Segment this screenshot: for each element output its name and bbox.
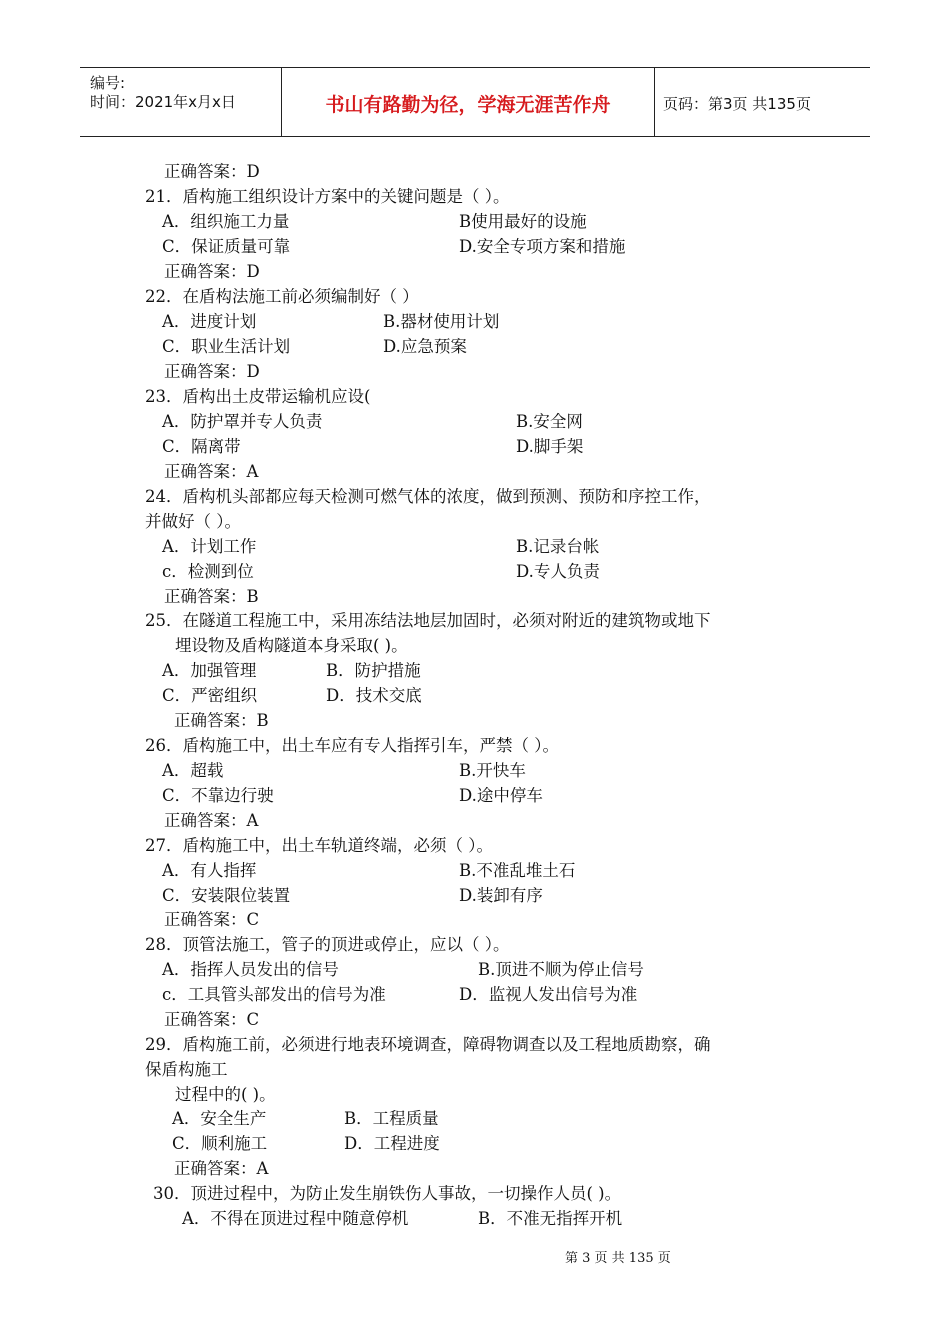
page-info: 页码：第3页 共135页 <box>663 95 811 113</box>
question-30: 30．顶进过程中，为防止发生崩铁伤人事故，一切操作人员( )。 <box>153 1184 622 1203</box>
question-24: 24．盾构机头部都应每天检测可燃气体的浓度，做到预测、预防和序控工作， <box>145 487 711 506</box>
answer-line: 正确答案：A <box>164 462 259 481</box>
answer-line: 正确答案：C <box>164 910 260 929</box>
option-d: D.装卸有序 <box>459 886 543 905</box>
serial-label: 编号: <box>90 74 126 92</box>
option-d: D.安全专项方案和措施 <box>459 237 626 256</box>
question-28: 28．顶管法施工，管子的顶进或停止，应以（ ）。 <box>145 935 510 954</box>
option-a: A．安全生产 <box>172 1109 267 1128</box>
option-c: C．严密组织 <box>162 686 258 705</box>
footer-page-number: 第 3 页 共 135 页 <box>565 1251 671 1266</box>
option-d: D．技术交底 <box>326 686 422 705</box>
option-b: B.不准乱堆土石 <box>459 861 576 880</box>
answer-line: 正确答案：B <box>164 587 259 606</box>
header-meta-cell <box>80 68 282 136</box>
option-c: c．检测到位 <box>162 562 254 581</box>
option-b: B.顶进不顺为停止信号 <box>478 960 644 979</box>
answer-line: 正确答案：A <box>164 811 259 830</box>
answer-line: 正确答案：A <box>174 1159 269 1178</box>
option-d: D．监视人发出信号为准 <box>459 985 638 1004</box>
option-a: A．超载 <box>162 761 224 780</box>
question-27: 27．盾构施工中，出土车轨道终端，必须（ ）。 <box>145 836 493 855</box>
option-c: C．不靠边行驶 <box>162 786 274 805</box>
option-d: D．工程进度 <box>344 1134 440 1153</box>
question-29-cont: 保盾构施工 <box>145 1060 228 1079</box>
option-a: A．加强管理 <box>162 661 257 680</box>
option-c: C．顺利施工 <box>172 1134 268 1153</box>
question-29-cont: 过程中的( )。 <box>175 1085 276 1104</box>
header-page-cell <box>655 68 870 136</box>
question-23: 23．盾构出土皮带运输机应设( <box>145 387 371 406</box>
option-b: B.开快车 <box>459 761 526 780</box>
answer-line: 正确答案：D <box>164 162 260 181</box>
option-a: A．进度计划 <box>162 312 257 331</box>
option-d: D.专人负责 <box>516 562 600 581</box>
question-24-cont: 并做好（ ）。 <box>145 512 241 531</box>
answer-line: 正确答案：D <box>164 362 260 381</box>
option-a: A．指挥人员发出的信号 <box>162 960 339 979</box>
answer-line: 正确答案：D <box>164 262 260 281</box>
motto-text: 书山有路勤为径，学海无涯苦作舟 <box>325 94 611 116</box>
option-b: B．不准无指挥开机 <box>478 1209 623 1228</box>
option-c: C．隔离带 <box>162 437 241 456</box>
date-label: 时间：2021年x月x日 <box>90 93 236 111</box>
option-b: B.器材使用计划 <box>383 312 500 331</box>
option-a: A．防护罩并专人负责 <box>162 412 323 431</box>
option-a: A．不得在顶进过程中随意停机 <box>182 1209 409 1228</box>
question-26: 26．盾构施工中，出土车应有专人指挥引车，严禁（ ）。 <box>145 736 559 755</box>
question-22: 22．在盾构法施工前必须编制好（ ） <box>145 287 419 306</box>
question-25-cont: 埋设物及盾构隧道本身采取( )。 <box>175 636 408 655</box>
answer-line: 正确答案：C <box>164 1010 260 1029</box>
option-c: C．职业生活计划 <box>162 337 291 356</box>
page-header <box>80 67 870 137</box>
option-d: D.脚手架 <box>516 437 584 456</box>
header-motto-cell <box>282 68 655 136</box>
option-d: D.途中停车 <box>459 786 543 805</box>
option-b: B.安全网 <box>516 412 583 431</box>
option-d: D.应急预案 <box>383 337 467 356</box>
question-25: 25．在隧道工程施工中，采用冻结法地层加固时，必须对附近的建筑物或地下 <box>145 611 711 630</box>
option-b: B.记录台帐 <box>516 537 600 556</box>
option-c: C．安装限位装置 <box>162 886 291 905</box>
question-21: 21．盾构施工组织设计方案中的关键问题是（ ）。 <box>145 187 510 206</box>
option-a: A．计划工作 <box>162 537 257 556</box>
option-b: B．工程质量 <box>344 1109 439 1128</box>
option-a: A．组织施工力量 <box>162 212 290 231</box>
option-b: B．防护措施 <box>326 661 421 680</box>
option-b: B使用最好的设施 <box>459 212 587 231</box>
option-a: A．有人指挥 <box>162 861 257 880</box>
question-29: 29．盾构施工前，必须进行地表环境调查，障碍物调查以及工程地质勘察，确 <box>145 1035 711 1054</box>
answer-line: 正确答案：B <box>174 711 269 730</box>
option-c: C．保证质量可靠 <box>162 237 291 256</box>
option-c: c．工具管头部发出的信号为准 <box>162 985 386 1004</box>
